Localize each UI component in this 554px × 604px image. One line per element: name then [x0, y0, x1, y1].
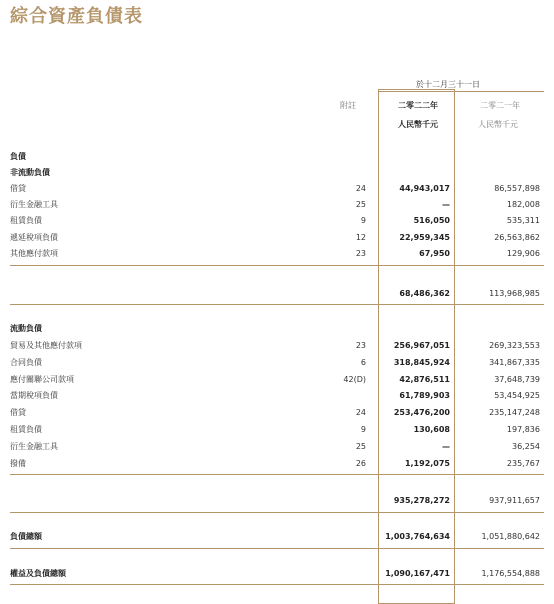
- row-note: 42(D): [343, 375, 366, 384]
- row-note: 6: [360, 358, 366, 367]
- row-note: 9: [360, 216, 366, 225]
- row-label: 當期稅項負債: [10, 391, 58, 400]
- row-note: 9: [360, 425, 366, 434]
- row-label: 租賃負債: [10, 425, 42, 434]
- row-note: 24: [355, 184, 366, 193]
- table-row: [10, 339, 544, 353]
- row-previous-value: 269,323,553: [489, 341, 540, 350]
- row-label: 合同負債: [10, 358, 42, 367]
- total-equity-liabilities-previous: 1,176,554,888: [481, 569, 540, 578]
- row-label: 撥備: [10, 459, 26, 468]
- page-title: 綜合資產負債表: [10, 6, 143, 27]
- row-current-value: 61,789,903: [399, 391, 450, 400]
- row-current-value: 42,876,511: [399, 375, 450, 384]
- row-current-value: 256,967,051: [393, 341, 450, 350]
- header-note: 附註: [340, 101, 356, 110]
- row-current-value: —: [442, 442, 450, 451]
- section-liabilities: 負債: [10, 152, 26, 161]
- row-note: 26: [355, 459, 366, 468]
- row-label: 貿易及其他應付款項: [10, 341, 82, 350]
- total-liabilities-rule: [10, 548, 544, 549]
- row-previous-value: 182,008: [506, 200, 540, 209]
- current-total-previous: 937,911,657: [489, 496, 540, 505]
- noncurrent-total-previous: 113,968,985: [489, 289, 540, 298]
- noncurrent-heading-row: [10, 166, 544, 180]
- noncurrent-subtotal-row: [10, 287, 544, 301]
- row-label: 衍生金融工具: [10, 442, 58, 451]
- total-equity-liabilities-rule: [10, 584, 544, 585]
- table-row: [10, 198, 544, 212]
- row-label: 其他應付款項: [10, 249, 58, 258]
- row-current-value: 516,050: [413, 216, 450, 225]
- row-current-value: 130,608: [413, 425, 450, 434]
- row-previous-value: 197,836: [506, 425, 540, 434]
- header-previous-unit: 人民幣千元: [478, 120, 518, 129]
- header-date-rule: [378, 91, 544, 92]
- row-label: 借貸: [10, 184, 26, 193]
- row-previous-value: 37,648,739: [494, 375, 540, 384]
- noncurrent-subtotal-rule: [10, 265, 544, 266]
- table-row: [10, 356, 544, 370]
- row-label: 衍生金融工具: [10, 200, 58, 209]
- section-liabilities-row: [10, 150, 544, 164]
- row-label: 應付關聯公司款項: [10, 375, 74, 384]
- total-equity-liabilities-label: 權益及負債總額: [10, 569, 66, 578]
- current-subtotal-row: [10, 494, 544, 508]
- table-row: [10, 231, 544, 245]
- current-subtotal-rule: [10, 474, 544, 475]
- row-previous-value: 26,563,862: [494, 233, 540, 242]
- current-total-current: 935,278,272: [393, 496, 450, 505]
- total-liabilities-row: [10, 530, 544, 544]
- row-current-value: 253,476,200: [393, 408, 450, 417]
- row-previous-value: 341,867,335: [489, 358, 540, 367]
- row-previous-value: 36,254: [512, 442, 540, 451]
- row-current-value: 318,845,924: [393, 358, 450, 367]
- total-liabilities-label: 負債總額: [10, 532, 42, 541]
- row-previous-value: 86,557,898: [494, 184, 540, 193]
- table-row: [10, 373, 544, 387]
- total-liabilities-current: 1,003,764,634: [385, 532, 450, 541]
- table-row: [10, 406, 544, 420]
- header-current-year: 二零二二年: [398, 101, 438, 110]
- noncurrent-heading: 非流動負債: [10, 168, 50, 177]
- row-note: 24: [355, 408, 366, 417]
- total-equity-liabilities-current: 1,090,167,471: [385, 569, 450, 578]
- total-liabilities-previous: 1,051,880,642: [481, 532, 540, 541]
- table-row: [10, 440, 544, 454]
- current-heading: 流動負債: [10, 324, 42, 333]
- row-current-value: —: [442, 200, 450, 209]
- row-note: 25: [355, 200, 366, 209]
- row-current-value: 1,192,075: [404, 459, 450, 468]
- row-note: 12: [355, 233, 366, 242]
- row-note: 23: [355, 341, 366, 350]
- table-row: [10, 247, 544, 261]
- header-previous-year: 二零二一年: [480, 101, 520, 110]
- current-heading-row: [10, 322, 544, 336]
- table-row: [10, 423, 544, 437]
- row-note: 25: [355, 442, 366, 451]
- row-previous-value: 235,147,248: [489, 408, 540, 417]
- table-row: [10, 214, 544, 228]
- table-row: [10, 182, 544, 196]
- noncurrent-total-current: 68,486,362: [399, 289, 450, 298]
- row-label: 租賃負債: [10, 216, 42, 225]
- row-current-value: 67,950: [419, 249, 450, 258]
- row-previous-value: 129,906: [506, 249, 540, 258]
- row-label: 借貸: [10, 408, 26, 417]
- row-note: 23: [355, 249, 366, 258]
- current-total-rule: [10, 512, 544, 513]
- row-current-value: 22,959,345: [399, 233, 450, 242]
- total-equity-liabilities-row: [10, 567, 544, 581]
- row-previous-value: 235,767: [506, 459, 540, 468]
- noncurrent-total-rule: [10, 304, 544, 305]
- row-label: 遞延稅項負債: [10, 233, 58, 242]
- row-current-value: 44,943,017: [399, 184, 450, 193]
- table-row: [10, 389, 544, 403]
- header-date: 於十二月三十一日: [416, 80, 480, 89]
- row-previous-value: 535,311: [506, 216, 540, 225]
- table-row: [10, 457, 544, 471]
- header-current-unit: 人民幣千元: [398, 120, 438, 129]
- row-previous-value: 53,454,925: [494, 391, 540, 400]
